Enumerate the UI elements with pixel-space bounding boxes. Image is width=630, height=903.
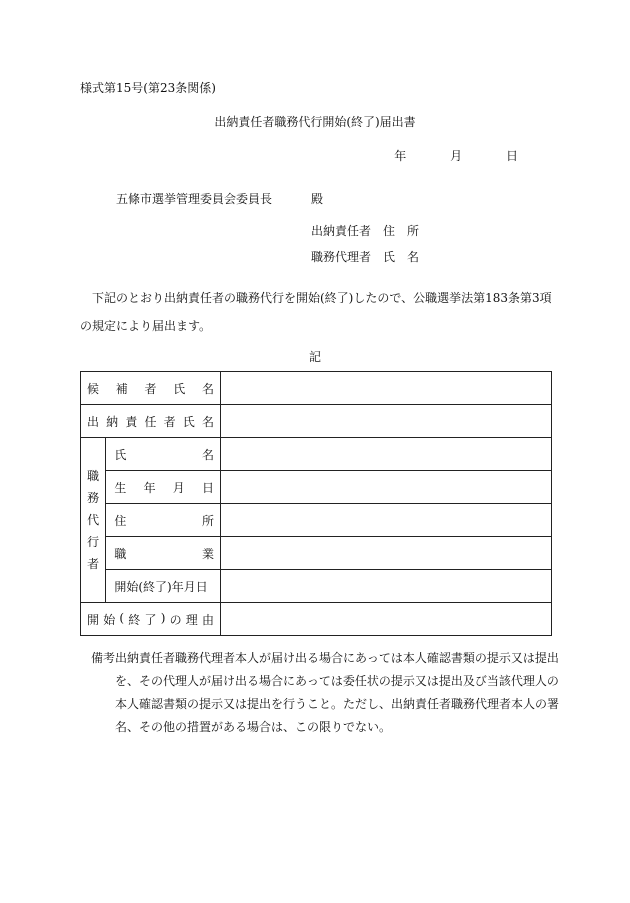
- notification-table: [80, 371, 552, 636]
- label-char: 始: [103, 612, 116, 627]
- reason-field[interactable]: [221, 603, 552, 636]
- agent-occupation-field[interactable]: [221, 537, 552, 570]
- label-char: 納: [106, 414, 119, 429]
- treasurer-name-chars: [81, 413, 220, 430]
- agent-group-label: [81, 438, 106, 603]
- label-char: 氏: [173, 381, 186, 396]
- agent-group-chars: [81, 465, 105, 575]
- label-char: 由: [201, 612, 214, 627]
- label-char: 理: [185, 612, 198, 627]
- label-char: 者: [163, 414, 176, 429]
- remarks: [91, 647, 561, 739]
- label-char: 氏: [182, 414, 195, 429]
- table-row: [81, 438, 552, 471]
- agent-row-chars: [106, 512, 220, 529]
- agent-occupation-label: [106, 537, 221, 570]
- agent-row-chars: [106, 446, 220, 463]
- remarks-label: 備考: [91, 651, 116, 665]
- treasurer-name-label: [81, 405, 221, 438]
- label-char: 開始(終了)年月日: [114, 579, 208, 594]
- table-row: [81, 471, 552, 504]
- label-char: ): [160, 610, 166, 625]
- label-char: 住: [114, 513, 127, 528]
- agent-name-field[interactable]: [221, 438, 552, 471]
- agent-birthdate-label: [106, 471, 221, 504]
- candidate-name-field[interactable]: [221, 372, 552, 405]
- remarks-text: 出納責任者職務代理者本人が届け出る場合にあっては本人確認書類の提示又は提出を、その代理人が届け出る場合にあっては委任状の提示又は提出及び当該代理人の本人確認書類の提示又は提出を行うこと。ただし、出納責任者職務代理者本人の署名、その他の措置がある場合は、この限りでない。: [115, 651, 560, 734]
- agent-start-end-date-label: [106, 570, 221, 603]
- label-char: 職: [114, 546, 127, 561]
- table-row: [81, 405, 552, 438]
- year-label: 年: [394, 149, 407, 163]
- label-char: 月: [172, 480, 185, 495]
- month-label: 月: [450, 149, 463, 163]
- candidate-name-chars: [81, 380, 220, 397]
- label-char: 名: [201, 447, 214, 462]
- address-label: 住 所: [383, 224, 420, 238]
- document-title: 出納責任者職務代行開始(終了)届出書: [214, 115, 416, 129]
- date-line: [394, 147, 518, 164]
- addressee-name: 五條市選挙管理委員会委員長: [116, 192, 273, 206]
- agent-row-chars: [106, 479, 220, 496]
- addressee-honorific: 殿: [311, 192, 324, 206]
- label-char: 補: [115, 381, 128, 396]
- ki-heading: 記: [308, 350, 321, 364]
- label-char: 氏: [114, 447, 127, 462]
- label-char: の: [169, 612, 182, 627]
- label-char: 年: [143, 480, 156, 495]
- name-label: 氏 名: [383, 250, 420, 264]
- label-char: 日: [201, 480, 214, 495]
- agent-start-end-date-field[interactable]: [221, 570, 552, 603]
- table-row: [81, 603, 552, 636]
- label-char: 終: [128, 612, 141, 627]
- reason-label: [81, 603, 221, 636]
- agent-label-char: 者: [87, 557, 100, 571]
- agent-name-label: [106, 438, 221, 471]
- label-char: 出: [87, 414, 100, 429]
- label-char: 了: [144, 612, 157, 627]
- agent-label-char: 務: [87, 491, 100, 505]
- label-char: 者: [144, 381, 157, 396]
- label-char: 責: [125, 414, 138, 429]
- agent-row-chars: [106, 545, 220, 562]
- agent-address-label: [106, 504, 221, 537]
- label-char: 開: [87, 612, 100, 627]
- label-char: 任: [144, 414, 157, 429]
- treasurer-name-field[interactable]: [221, 405, 552, 438]
- form-number: 様式第15号(第23条関係): [80, 81, 216, 95]
- table-row: [81, 537, 552, 570]
- candidate-name-label: [81, 372, 221, 405]
- day-label: 日: [505, 149, 518, 163]
- agent-row-chars: [106, 578, 220, 595]
- table-row: [81, 372, 552, 405]
- agent-label-char: 職: [87, 469, 100, 483]
- label-char: 候: [87, 381, 100, 396]
- label-char: 所: [201, 513, 214, 528]
- agent-address-field[interactable]: [221, 504, 552, 537]
- agent-birthdate-field[interactable]: [221, 471, 552, 504]
- agent-role-label: 職務代理者: [311, 250, 372, 264]
- submitter-address-line: [311, 222, 419, 239]
- label-char: 業: [201, 546, 214, 561]
- label-char: (: [119, 610, 125, 625]
- body-paragraph: 下記のとおり出納責任者の職務代行を開始(終了)したので、公職選挙法第183条第3項の規定により届出ます。: [80, 291, 552, 333]
- label-char: 名: [201, 381, 214, 396]
- submitter-name-line: [311, 248, 419, 265]
- reason-chars: [81, 611, 220, 628]
- table-row: [81, 504, 552, 537]
- label-char: 名: [201, 414, 214, 429]
- table-row: [81, 570, 552, 603]
- agent-label-char: 代: [87, 513, 100, 527]
- agent-label-char: 行: [87, 535, 100, 549]
- treasurer-role-label: 出納責任者: [311, 224, 372, 238]
- label-char: 生: [114, 480, 127, 495]
